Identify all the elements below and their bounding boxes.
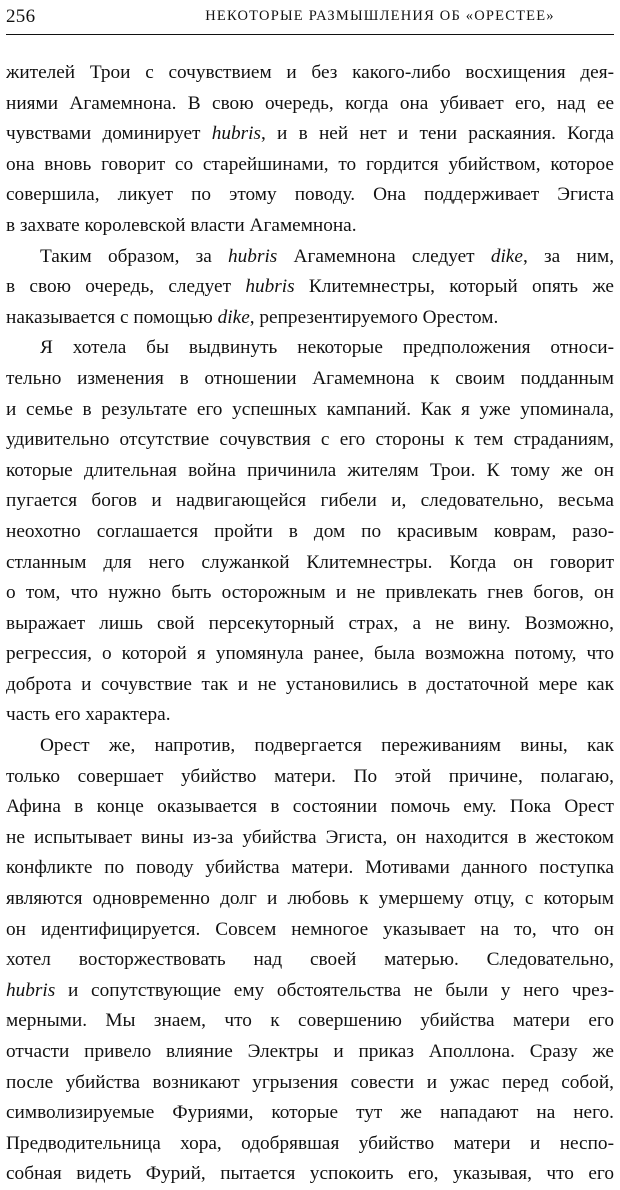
text-line: удивительно отсутствие сочувствия с его стороны к тем страданиям, — [6, 429, 614, 451]
text-line: доброта и сочувствие так и не установились в достаточной мере как — [6, 673, 614, 695]
italic-term: dike — [217, 306, 250, 328]
italic-term: hubris — [6, 979, 56, 1001]
italic-term: hubris — [228, 245, 278, 267]
text-line: собная видеть Фурий, пытается успокоить его, указывая, что его — [6, 1163, 614, 1185]
text-line: не испытывает вины из-за убийства Эгиста, он находится в жестоком — [6, 826, 614, 848]
text-line: только совершает убийство матери. По этой причине, полагаю, — [6, 765, 614, 787]
text-line: часть его характера. — [6, 704, 171, 726]
text-line: хотел восторжествовать над своей матерью. Следовательно, — [6, 949, 614, 971]
running-head — [6, 4, 614, 35]
text-line: конфликте по поводу убийства матери. Мотивами данного поступка — [6, 857, 614, 879]
text-line: Орест же, напротив, подвергается переживаниям вины, как — [40, 735, 614, 757]
text-line: он идентифицируется. Совсем немногое указывает на то, что он — [6, 918, 614, 940]
text-line: Таким образом, за hubris Агамемнона следует dike, за ним, — [40, 245, 614, 267]
italic-term: hubris — [211, 123, 261, 145]
body-text — [6, 58, 614, 1190]
text-line: являются одновременно долг и любовь к умершему отцу, с которым — [6, 888, 614, 910]
italic-term: hubris — [245, 276, 295, 298]
text-line: тельно изменения в отношении Агамемнона к своим подданным — [6, 367, 614, 389]
text-line: стланным для него служанкой Клитемнестры. Когда он говорит — [6, 551, 614, 573]
running-title: НЕКОТОРЫЕ РАЗМЫШЛЕНИЯ ОБ «ОРЕСТЕЕ» — [205, 8, 555, 24]
text-line: Предводительница хора, одобрявшая убийство матери и неспо- — [6, 1132, 614, 1154]
text-line: которые длительная война причинила жителям Трои. К тому же он — [6, 459, 614, 481]
text-line: совершила, ликует по этому поводу. Она поддерживает Эгиста — [6, 184, 614, 206]
text-line: о том, что нужно быть осторожным и не привлекать гнев богов, он — [6, 582, 614, 604]
text-line: жителей Трои с сочувствием и без какого-либо восхищения дея- — [6, 62, 614, 83]
text-line: пугается богов и надвигающейся гибели и, следовательно, весьма — [6, 490, 614, 512]
text-line: после убийства возникают угрызения совести и ужас перед собой, — [6, 1071, 614, 1093]
text-line: наказывается с помощью dike, репрезентируемого Орестом. — [6, 306, 499, 328]
text-line: символизируемые Фуриями, которые тут же нападают на него. — [6, 1102, 614, 1124]
text-line: hubris и сопутствующие ему обстоятельства не были у него чрез- — [6, 979, 614, 1001]
text-line: она вновь говорит со старейшинами, то гордится убийством, которое — [6, 153, 614, 175]
text-line: выражает лишь свой персекуторный страх, а не вину. Возможно, — [6, 612, 614, 634]
text-line: Я хотела бы выдвинуть некоторые предположения относи- — [40, 337, 614, 359]
italic-term: dike — [490, 245, 523, 267]
text-line: неохотно соглашается пройти в дом по красивым коврам, разо- — [6, 520, 614, 542]
text-line: и семье в результате его успешных кампаний. Как я уже упоминала, — [6, 398, 614, 420]
text-line: ниями Агамемнона. В свою очередь, когда она убивает его, над ее — [6, 92, 614, 114]
text-line: регрессия, о которой я упомянула ранее, была возможна потому, что — [6, 643, 614, 665]
text-line: Афина в конце оказывается в состоянии помочь ему. Пока Орест — [6, 796, 614, 818]
text-line: мерными. Мы знаем, что к совершению убийства матери его — [6, 1010, 614, 1032]
page-number: 256 — [6, 6, 36, 27]
text-line: отчасти привело влияние Электры и приказ Аполлона. Сразу же — [6, 1041, 614, 1062]
text-line: в захвате королевской власти Агамемнона. — [6, 214, 357, 236]
text-line: в свою очередь, следует hubris Клитемнестры, который опять же — [6, 276, 614, 298]
text-line: чувствами доминирует hubris, и в ней нет и тени раскаяния. Когда — [6, 123, 614, 145]
